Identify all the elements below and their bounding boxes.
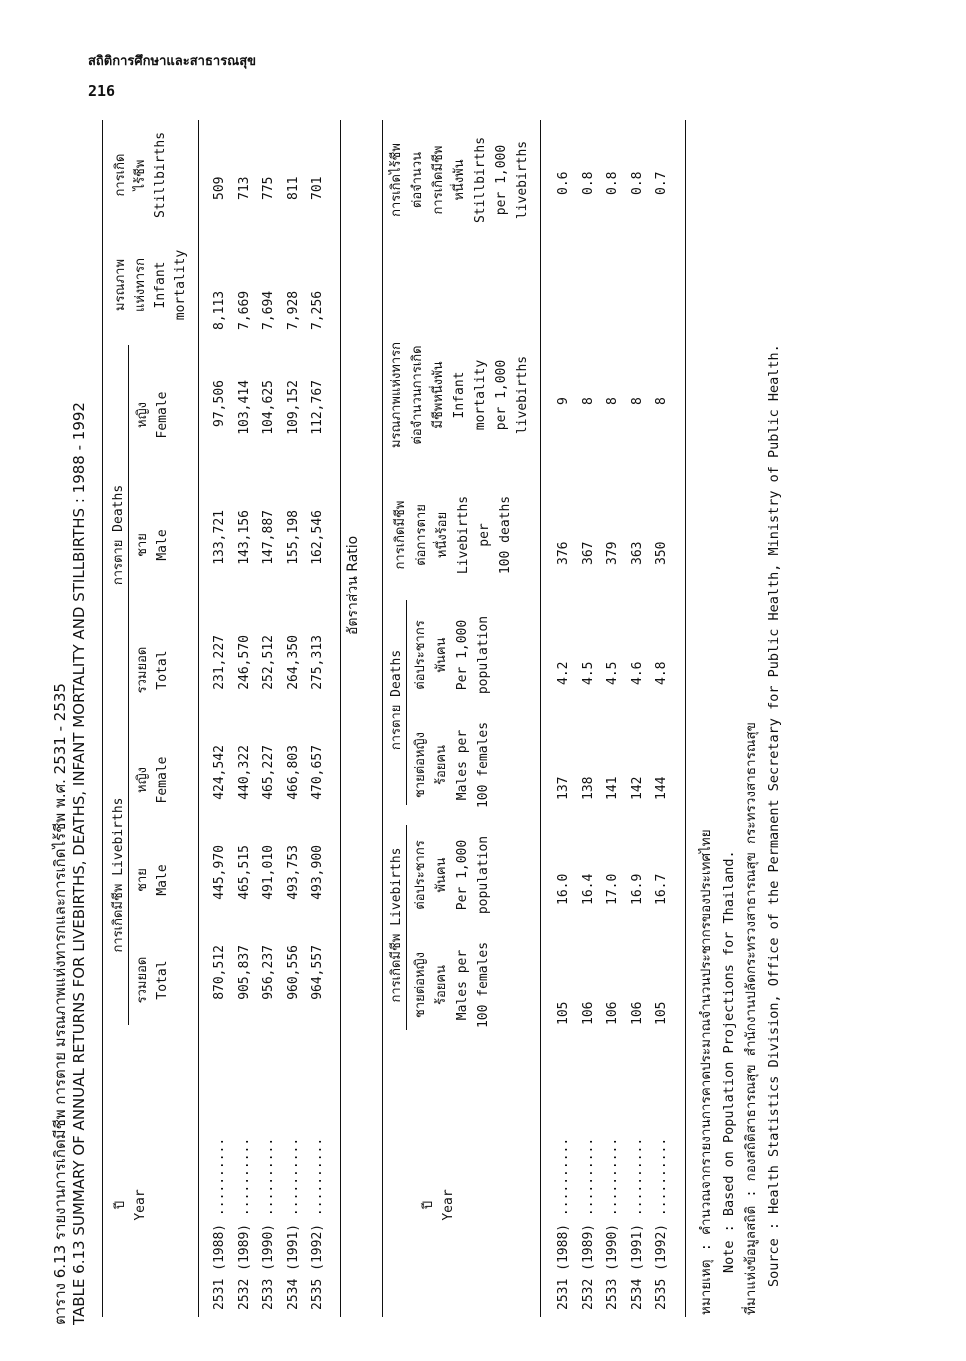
t1-cell-lb-male: 493,753 (285, 845, 301, 900)
t1-col-total-en: Total (155, 960, 170, 1000)
t1-cell-still: 775 (261, 176, 276, 200)
t2-cell-c: 137 (556, 776, 571, 800)
t1-cell-infant: 8,113 (212, 290, 227, 330)
t1-col-infant-th2: แห่งทารก (133, 257, 148, 313)
t1-deaths-rule (128, 345, 129, 725)
t2-row-year: 2534 (1991) .......... (629, 1137, 645, 1310)
t2-cell-c: 144 (654, 776, 669, 800)
t1-cell-lb-female: 440,322 (236, 745, 252, 800)
t1-cell-lb-total: 870,512 (212, 945, 227, 1000)
t2-cell-c: 141 (605, 776, 620, 800)
t1-cell-d-female: 97,506 (212, 380, 227, 427)
t2-cell-g: 0.8 (629, 171, 645, 195)
t2-cell-g: 0.6 (556, 171, 571, 195)
t2-cell-a: 106 (629, 1001, 645, 1025)
page-number: 216 (88, 82, 116, 100)
source-thai: ที่มาแห่งข้อมูลสถิติ : กองสถิติสาธารณสุข สำนักงานปลัดกระทรวงสาธารณสุข กระทรวงสาธารณสุข (743, 722, 759, 1315)
running-head: สถิติการศึกษาและสาธารณสุข (88, 54, 257, 69)
t2-col-c: ชายต่อหญิง ร้อยคน Males per 100 females (413, 721, 491, 809)
t1-cell-d-male: 155,198 (285, 510, 301, 565)
table2-top-rule (382, 120, 383, 1317)
t2-year-head-en: Year (441, 1189, 456, 1221)
t1-row-year: 2531 (1988) .......... (212, 1137, 227, 1310)
t1-col-female-th: หญิง (135, 767, 150, 793)
t2-cell-f: 8 (629, 397, 645, 405)
t1-col-dfemale-en: Female (155, 391, 170, 439)
t1-col-dmale-en: Male (155, 529, 170, 561)
t2-cell-a: 106 (580, 1001, 596, 1025)
t1-group-deaths: การตาย Deaths (111, 484, 126, 586)
t1-cell-lb-female: 424,542 (212, 745, 227, 800)
caption-thai: ตาราง 6.13 รายงานการเกิดมีชีพ การตาย มรณภาพแห่งทารกและการเกิดไร้ชีพ พ.ศ. 2531 - 2535 (51, 683, 69, 1325)
t1-cell-infant: 7,669 (236, 290, 252, 330)
note-thai: หมายเหตุ : คำนวณจากรายงานการคาดประมาณจำนวนประชากรของประเทศไทย (698, 829, 714, 1315)
t1-cell-still: 509 (212, 176, 227, 200)
t2-cell-d: 4.5 (605, 661, 620, 685)
t2-col-d: ต่อประชากร พันคน Per 1,000 population (413, 615, 491, 695)
t1-cell-infant: 7,928 (285, 290, 301, 330)
note-english: Note : Based on Population Projections for Thailand. (720, 850, 737, 1273)
t2-cell-c: 138 (580, 776, 596, 800)
t1-col-infant-en1: Infant (153, 261, 168, 309)
t1-cell-lb-male: 493,900 (310, 845, 325, 900)
t1-cell-lb-male: 445,970 (212, 845, 227, 900)
t1-cell-d-female: 109,152 (285, 380, 301, 435)
t1-col-female-en: Female (155, 756, 170, 804)
t2-col-e: การเกิดมีชีพ ต่อการตาย หนึ่งร้อย Livebirths per 100 deaths (393, 495, 513, 575)
t1-col-dmale-th: ชาย (135, 533, 150, 557)
t2-cell-f: 8 (654, 397, 669, 405)
t1-cell-d-female: 104,625 (261, 380, 276, 435)
t2-row-year: 2531 (1988) .......... (556, 1137, 571, 1310)
table2-head-rule (540, 120, 541, 1317)
t1-cell-lb-female: 470,657 (310, 745, 325, 800)
t2-cell-d: 4.8 (654, 661, 669, 685)
t2-col-b: ต่อประชากร พันคน Per 1,000 population (413, 835, 491, 915)
t2-cell-d: 4.2 (556, 661, 571, 685)
t2-cell-a: 106 (605, 1001, 620, 1025)
table1-head-rule (198, 120, 199, 1317)
t2-cell-e: 376 (556, 541, 571, 565)
t1-year-head-en: Year (133, 1189, 148, 1221)
t2-col-g: การเกิดไร้ชีพ ต่อจำนวน การเกิดมีชีพ หนึ่งพัน Stillbirths per 1,000 livebirths (389, 136, 530, 224)
t2-cell-d: 4.5 (580, 661, 596, 685)
t1-cell-d-male: 133,721 (212, 510, 227, 565)
t2-year-head-th: ปี (421, 1200, 436, 1210)
t1-cell-d-female: 112,767 (310, 380, 325, 435)
t1-cell-still: 811 (285, 176, 301, 200)
t2-cell-c: 142 (629, 776, 645, 800)
t2-deaths-rule (406, 600, 407, 805)
t1-cell-d-total: 275,313 (310, 635, 325, 690)
t2-cell-g: 0.8 (580, 171, 596, 195)
t2-cell-e: 379 (605, 541, 620, 565)
t1-row-year: 2535 (1992) .......... (310, 1137, 325, 1310)
t2-title: อัตราส่วน Ratio (345, 535, 361, 635)
t1-cell-infant: 7,694 (261, 290, 276, 330)
t1-group-livebirths: การเกิดมีชีพ Livebirths (111, 797, 126, 953)
t2-cell-e: 367 (580, 541, 596, 565)
t1-cell-d-total: 264,350 (285, 635, 301, 690)
t1-cell-d-total: 246,570 (236, 635, 252, 690)
t2-cell-b: 16.9 (629, 873, 645, 905)
t1-col-dfemale-th: หญิง (135, 402, 150, 428)
t1-cell-lb-total: 905,837 (236, 945, 252, 1000)
t1-col-still-th1: การเกิด (113, 153, 128, 197)
t1-col-dtotal-th: รวมยอด (135, 646, 150, 694)
t1-cell-lb-male: 465,515 (236, 845, 252, 900)
t1-row-year: 2532 (1989) .......... (236, 1137, 252, 1310)
t2-cell-f: 9 (556, 397, 571, 405)
t2-col-f: มรณภาพแห่งทารก ต่อจำนวนการเกิด มีชีพหนึ่งพัน Infant mortality per 1,000 livebirths (389, 341, 530, 449)
t1-row-year: 2534 (1991) .......... (285, 1137, 301, 1310)
t2-cell-b: 16.7 (654, 873, 669, 905)
table1-top-rule (102, 120, 103, 1317)
t2-cell-b: 16.0 (556, 873, 571, 905)
t1-row-year: 2533 (1990) .......... (261, 1137, 276, 1310)
t2-cell-e: 363 (629, 541, 645, 565)
t2-cell-f: 8 (580, 397, 596, 405)
t2-group-deaths: การตาย Deaths (389, 649, 404, 751)
t1-cell-d-male: 143,156 (236, 510, 252, 565)
t2-cell-b: 17.0 (605, 873, 620, 905)
t2-row-year: 2532 (1989) .......... (580, 1137, 596, 1310)
table1-bottom-rule (340, 120, 341, 1317)
t1-cell-d-total: 231,227 (212, 635, 227, 690)
t1-cell-lb-total: 964,557 (310, 945, 325, 1000)
t2-cell-e: 350 (654, 541, 669, 565)
caption-english: TABLE 6.13 SUMMARY OF ANNUAL RETURNS FOR LIVEBIRTHS, DEATHS, INFANT MORTALITY AND STILLBIRTHS : 1988 - 1992 (70, 402, 88, 1325)
t2-cell-d: 4.6 (629, 661, 645, 685)
t2-livebirths-rule (406, 825, 407, 1030)
t1-cell-d-male: 162,546 (310, 510, 325, 565)
t1-col-still-th2: ไร้ชีพ (133, 159, 148, 191)
table2-bottom-rule (685, 120, 686, 1317)
t2-group-livebirths: การเกิดมีชีพ Livebirths (389, 847, 404, 1003)
t2-cell-g: 0.8 (605, 171, 620, 195)
t1-cell-lb-female: 465,227 (261, 745, 276, 800)
t1-col-still-en: Stillbirths (153, 131, 168, 219)
t1-cell-still: 713 (236, 176, 252, 200)
notes-block (695, 135, 785, 1315)
t1-col-infant-en2: mortality (173, 249, 188, 321)
source-english: Source : Health Statistics Division, Office of the Permanent Secretary for Public Health, Ministry of Public Health. (765, 344, 782, 1287)
t1-cell-d-female: 103,414 (236, 380, 252, 435)
t2-cell-f: 8 (605, 397, 620, 405)
t1-cell-lb-female: 466,803 (285, 745, 301, 800)
t1-col-infant-th1: มรณภาพ (113, 258, 128, 312)
t1-col-male-en: Male (155, 864, 170, 896)
t1-col-total-th: รวมยอด (135, 956, 150, 1004)
t1-year-head-th: ปี (113, 1200, 128, 1210)
t2-cell-a: 105 (654, 1001, 669, 1025)
t2-row-year: 2533 (1990) .......... (605, 1137, 620, 1310)
t1-cell-still: 701 (310, 176, 325, 200)
t1-cell-d-male: 147,887 (261, 510, 276, 565)
t1-col-male-th: ชาย (135, 868, 150, 892)
t2-row-year: 2535 (1992) .......... (654, 1137, 669, 1310)
t2-cell-b: 16.4 (580, 873, 596, 905)
rotated-table-page (40, 100, 920, 1325)
t1-col-dtotal-en: Total (155, 650, 170, 690)
t2-col-a: ชายต่อหญิง ร้อยคน Males per 100 females (413, 941, 491, 1029)
t1-cell-lb-total: 960,556 (285, 945, 301, 1000)
t1-livebirths-rule (128, 725, 129, 1025)
t2-cell-a: 105 (556, 1001, 571, 1025)
t1-cell-lb-male: 491,010 (261, 845, 276, 900)
t1-cell-d-total: 252,512 (261, 635, 276, 690)
t1-cell-lb-total: 956,237 (261, 945, 276, 1000)
t2-cell-g: 0.7 (654, 171, 669, 195)
t1-cell-infant: 7,256 (310, 290, 325, 330)
